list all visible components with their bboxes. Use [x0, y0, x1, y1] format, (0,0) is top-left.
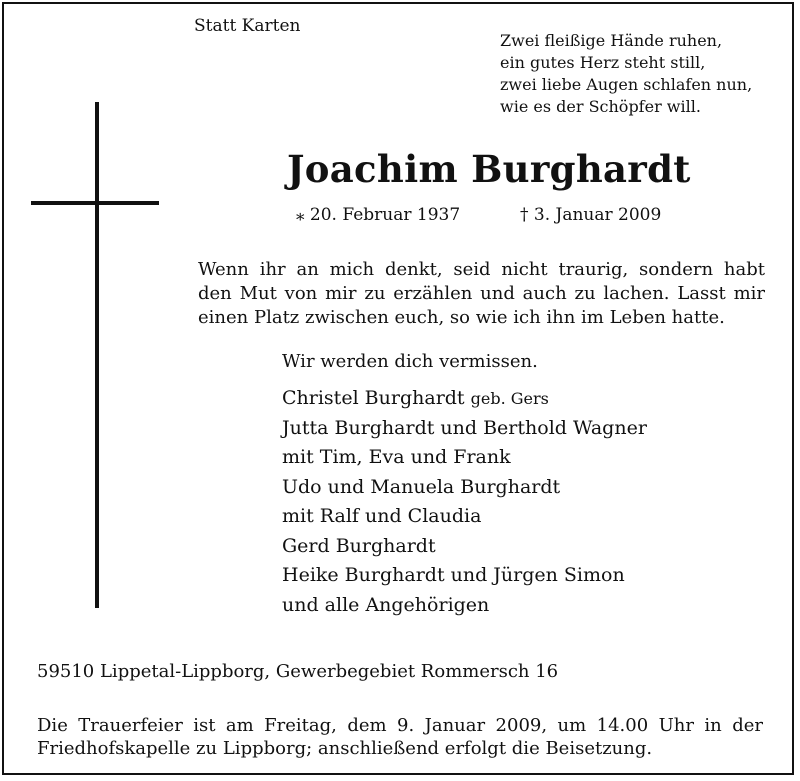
poem-line: wie es der Schöpfer will.: [500, 97, 701, 116]
poem-line: zwei liebe Augen schlafen nun,: [500, 75, 753, 94]
cross-horizontal-bar: [31, 201, 159, 205]
funeral-line: Friedhofskapelle zu Lippborg; anschließend erfolgt die Beisetzung.: [37, 738, 653, 759]
mourner-line: Jutta Burghardt und Berthold Wagner: [282, 416, 647, 439]
quote-line: Wenn ihr an mich denkt, seid nicht traurig, sondern habt: [198, 259, 765, 280]
cross-vertical-bar: [95, 102, 99, 608]
poem-line: ein gutes Herz steht still,: [500, 53, 706, 72]
quote-line: einen Platz zwischen euch, so wie ich ihn im Leben hatte.: [198, 307, 725, 328]
funeral-line: Die Trauerfeier ist am Freitag, dem 9. Januar 2009, um 14.00 Uhr in der: [37, 715, 763, 736]
poem: [500, 30, 752, 118]
mourners-list: [282, 384, 647, 620]
maiden-name: geb. Gers: [470, 389, 549, 408]
statt-karten-label: Statt Karten: [194, 16, 301, 36]
mourner-line: [282, 384, 647, 414]
mourner-line: und alle Angehörigen: [282, 593, 490, 616]
birth-date: ⁎ 20. Februar 1937: [296, 205, 461, 225]
address: 59510 Lippetal-Lippborg, Gewerbegebiet Rommersch 16: [37, 661, 559, 682]
mourners-intro: Wir werden dich vermissen.: [282, 351, 538, 372]
death-date: † 3. Januar 2009: [520, 205, 662, 225]
memorial-quote: [198, 258, 765, 330]
funeral-info: [37, 714, 763, 760]
mourner-line: Heike Burghardt und Jürgen Simon: [282, 564, 625, 586]
quote-line: den Mut von mir zu erzählen und auch zu lachen. Lasst mir: [198, 283, 765, 304]
mourner-name: Christel Burghardt: [282, 387, 465, 409]
poem-line: Zwei fleißige Hände ruhen,: [500, 31, 723, 50]
mourner-line: Udo und Manuela Burghardt: [282, 475, 561, 498]
mourner-line: Gerd Burghardt: [282, 534, 436, 557]
deceased-name: Joachim Burghardt: [287, 147, 691, 191]
mourner-line: mit Tim, Eva und Frank: [282, 446, 511, 468]
mourner-line: mit Ralf und Claudia: [282, 505, 482, 527]
